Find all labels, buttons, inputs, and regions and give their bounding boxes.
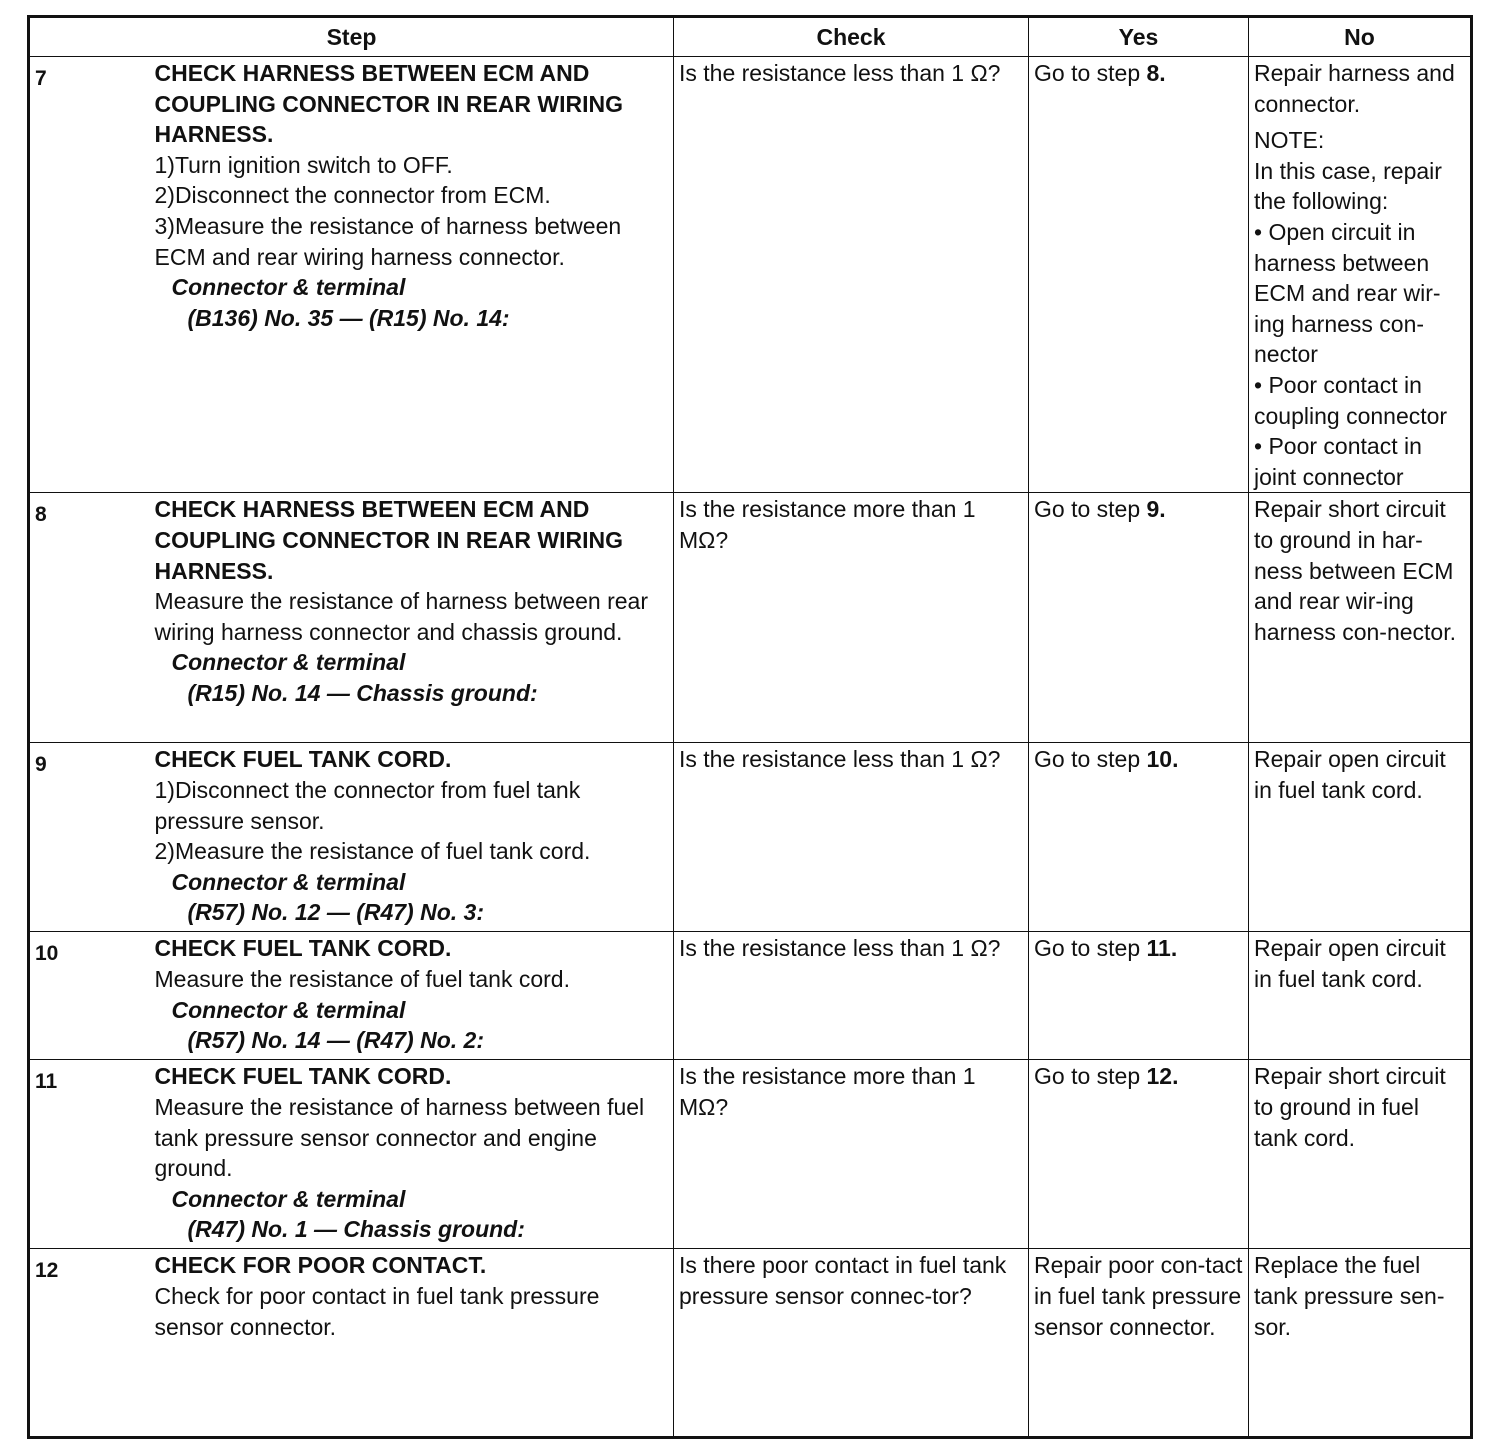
step-title: CHECK FUEL TANK CORD. [154, 746, 452, 773]
yes-step-link: 10. [1146, 746, 1179, 773]
check-cell: Is the resistance less than 1 Ω? [674, 932, 1029, 1060]
no-cell: Replace the fuel tank pressure sen-sor. [1249, 1249, 1472, 1438]
yes-cell [1029, 493, 1249, 743]
no-cell: Repair short circuit to ground in har-ness between ECM and rear wir-ing harness con-nector. [1249, 493, 1472, 743]
table-row [29, 493, 1472, 743]
table-row [29, 743, 1472, 932]
step-cell [149, 57, 674, 493]
terminal-spec: (R57) No. 12 — (R47) No. 3: [187, 899, 484, 926]
connector-label: Connector & terminal [171, 649, 406, 676]
check-cell: Is the resistance less than 1 Ω? [674, 57, 1029, 493]
step-title: CHECK HARNESS BETWEEN ECM AND COUPLING CONNECTOR IN REAR WIRING HARNESS. [154, 496, 624, 584]
terminal-spec: (R57) No. 14 — (R47) No. 2: [187, 1027, 484, 1054]
connector-label: Connector & terminal [171, 1185, 406, 1212]
yes-prefix: Go to step [1034, 496, 1147, 523]
yes-step-link: 12. [1146, 1063, 1179, 1090]
step-line: 3)Measure the resistance of harness between ECM and rear wiring harness connector. [154, 212, 622, 270]
step-cell [149, 743, 674, 932]
note-text: In this case, repair the following: [1254, 157, 1442, 215]
note-bullet: • Poor contact in joint connector [1254, 431, 1466, 492]
check-cell: Is there poor contact in fuel tank pressure sensor connec-tor? [674, 1249, 1029, 1438]
header-step: Step [29, 17, 674, 57]
step-title: CHECK HARNESS BETWEEN ECM AND COUPLING CONNECTOR IN REAR WIRING HARNESS. [154, 60, 624, 148]
step-number: 11 [29, 1060, 149, 1249]
no-cell: Repair open circuit in fuel tank cord. [1249, 743, 1472, 932]
yes-prefix: Go to step [1034, 60, 1147, 86]
yes-step-link: 11. [1146, 935, 1178, 962]
step-cell [149, 1060, 674, 1249]
no-cell: Repair short circuit to ground in fuel tank cord. [1249, 1060, 1472, 1249]
terminal-spec: (R15) No. 14 — Chassis ground: [187, 679, 538, 706]
connector-label: Connector & terminal [171, 868, 406, 895]
yes-step-link: 9. [1146, 496, 1166, 523]
table-row [29, 1249, 1472, 1438]
yes-step-link: 8. [1146, 60, 1166, 86]
header-yes: Yes [1029, 17, 1249, 57]
table-row [29, 57, 1472, 493]
step-line: 1)Turn ignition switch to OFF. [154, 151, 453, 178]
step-number: 9 [29, 743, 149, 932]
check-cell: Is the resistance less than 1 Ω? [674, 743, 1029, 932]
step-cell [149, 1249, 674, 1438]
table-row [29, 1060, 1472, 1249]
no-text: Repair harness and connector. [1254, 60, 1455, 117]
step-title: CHECK FOR POOR CONTACT. [154, 1252, 487, 1279]
check-cell: Is the resistance more than 1 MΩ? [674, 1060, 1029, 1249]
diagnostic-table [27, 15, 1473, 1439]
table-row [29, 932, 1472, 1060]
yes-prefix: Go to step [1034, 935, 1147, 962]
connector-label: Connector & terminal [171, 996, 406, 1023]
header-no: No [1249, 17, 1472, 57]
note-label: NOTE: [1254, 127, 1325, 154]
step-cell [149, 493, 674, 743]
no-cell: Repair open circuit in fuel tank cord. [1249, 932, 1472, 1060]
step-number: 10 [29, 932, 149, 1060]
connector-label: Connector & terminal [171, 274, 406, 301]
yes-cell [1029, 743, 1249, 932]
step-line: Measure the resistance of harness between fuel tank pressure sensor connector and engine ground. [154, 1093, 645, 1182]
step-line: 2)Measure the resistance of fuel tank cord. [154, 838, 591, 865]
header-row [29, 17, 1472, 57]
step-line: Check for poor contact in fuel tank pressure sensor connector. [154, 1282, 600, 1340]
step-number: 8 [29, 493, 149, 743]
step-cell [149, 932, 674, 1060]
step-title: CHECK FUEL TANK CORD. [154, 935, 452, 962]
header-check: Check [674, 17, 1029, 57]
check-cell: Is the resistance more than 1 MΩ? [674, 493, 1029, 743]
step-line: 2)Disconnect the connector from ECM. [154, 182, 551, 209]
yes-cell [1029, 57, 1249, 493]
no-cell [1249, 57, 1472, 493]
note-bullet: • Open circuit in harness between ECM and rear wir-ing harness con-nector [1254, 217, 1466, 370]
terminal-spec: (R47) No. 1 — Chassis ground: [187, 1216, 525, 1243]
step-line: 1)Disconnect the connector from fuel tank pressure sensor. [154, 776, 581, 834]
step-number: 12 [29, 1249, 149, 1438]
step-line: Measure the resistance of fuel tank cord. [154, 965, 570, 992]
yes-cell [1029, 1060, 1249, 1249]
yes-cell [1029, 932, 1249, 1060]
terminal-spec: (B136) No. 35 — (R15) No. 14: [187, 304, 510, 331]
note-bullet: • Poor contact in coupling connector [1254, 370, 1466, 431]
step-number: 7 [29, 57, 149, 493]
yes-prefix: Go to step [1034, 746, 1147, 773]
yes-cell: Repair poor con-tact in fuel tank pressure sensor connector. [1029, 1249, 1249, 1438]
step-line: Measure the resistance of harness between rear wiring harness connector and chassis ground. [154, 588, 648, 645]
step-title: CHECK FUEL TANK CORD. [154, 1063, 452, 1090]
yes-prefix: Go to step [1034, 1063, 1147, 1090]
